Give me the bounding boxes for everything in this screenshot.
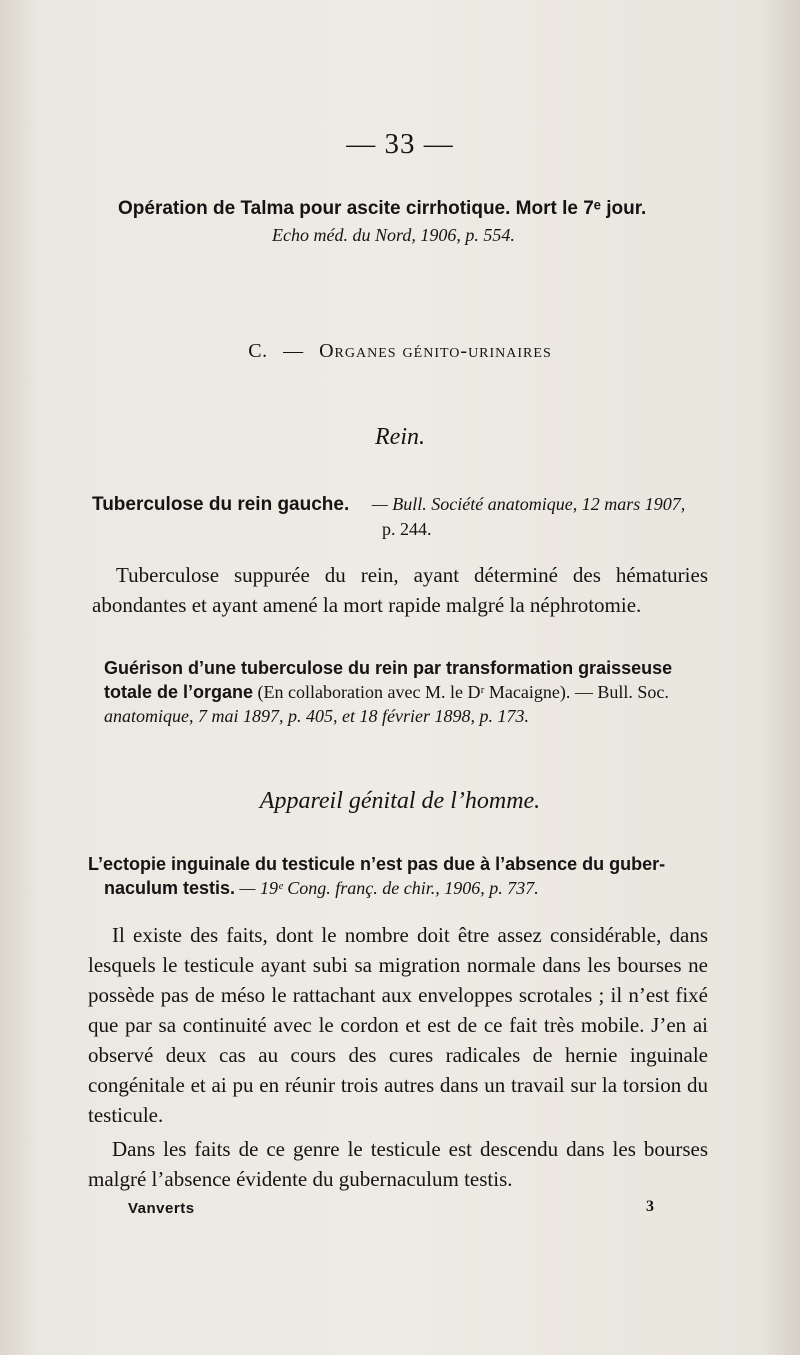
entry-collab-guerison: (En collaboration avec M. le Dʳ Macaigne). — Bull. Soc. <box>257 682 669 702</box>
page-number: — 33 — <box>346 128 454 160</box>
entry-ref-ectopie: — 19ᵉ Cong. franç. de chir., 1906, p. 737. <box>239 878 539 898</box>
entry-ref-talma: Echo méd. du Nord, 1906, p. 554. <box>272 225 515 245</box>
body-paragraph-2: Dans les faits de ce genre le testicule est descendu dans les bourses malgré l’absence évidente du gubernaculum testis. <box>88 1137 708 1191</box>
body-paragraph-1: Il existe des faits, dont le nombre doit être assez considérable, dans lesquels le testicule ayant subi sa migration normale dans les bourses ne possède pas de méso le rattachant aux enveloppes scrotales ; il n’est fixé que par sa continuité avec le cordon et est de ce fait très mobile. J’en ai observé deux cas au cours des cures radicales de hernie inguinale congénitale et ai pu en réunir trois autres dans un travail sur la torsion du testicule. <box>88 923 708 1127</box>
entry-ref-tuberculose-2: p. 244. <box>382 519 432 539</box>
body-text <box>88 920 708 1194</box>
subsection-appareil: Appareil génital de l’homme. <box>259 788 541 814</box>
section-letter: C. <box>248 340 268 362</box>
entry-title-tuberculose: Tuberculose du rein gauche. <box>92 494 350 515</box>
entry-ref-tuberculose-1: — Bull. Société anatomique, 12 mars 1907, <box>371 494 686 514</box>
section-heading <box>0 340 800 363</box>
entry-tuberculose <box>92 492 712 541</box>
summary-tuberculose <box>92 560 708 620</box>
subsection-rein: Rein. <box>375 424 425 450</box>
entry-ref-guerison: anatomique, 7 mai 1897, p. 405, et 18 février 1898, p. 173. <box>104 706 529 726</box>
entry-title-guerison-1: Guérison d’une tuberculose du rein par transformation graisseuse <box>104 658 673 678</box>
entry-title-talma: Opération de Talma pour ascite cirrhotique. Mort le 7ᵉ jour. <box>118 198 647 219</box>
entry-title-ectopie-2: naculum testis. <box>104 878 236 898</box>
footer-signature: 3 <box>646 1198 654 1215</box>
entry-title-guerison-2: totale de l’organe <box>104 682 254 702</box>
section-title: Organes génito-urinaires <box>319 340 552 362</box>
entry-title-ectopie-1: L’ectopie inguinale du testicule n’est pas due à l’absence du guber- <box>88 854 666 874</box>
entry-guerison <box>104 656 710 728</box>
summary-paragraph: Tuberculose suppurée du rein, ayant déterminé des hématuries abondantes et ayant amené la mort rapide malgré la néphrotomie. <box>92 563 708 617</box>
footer-author: Vanverts <box>128 1200 195 1217</box>
entry-ectopie <box>88 852 712 900</box>
section-dash: — <box>283 340 304 362</box>
